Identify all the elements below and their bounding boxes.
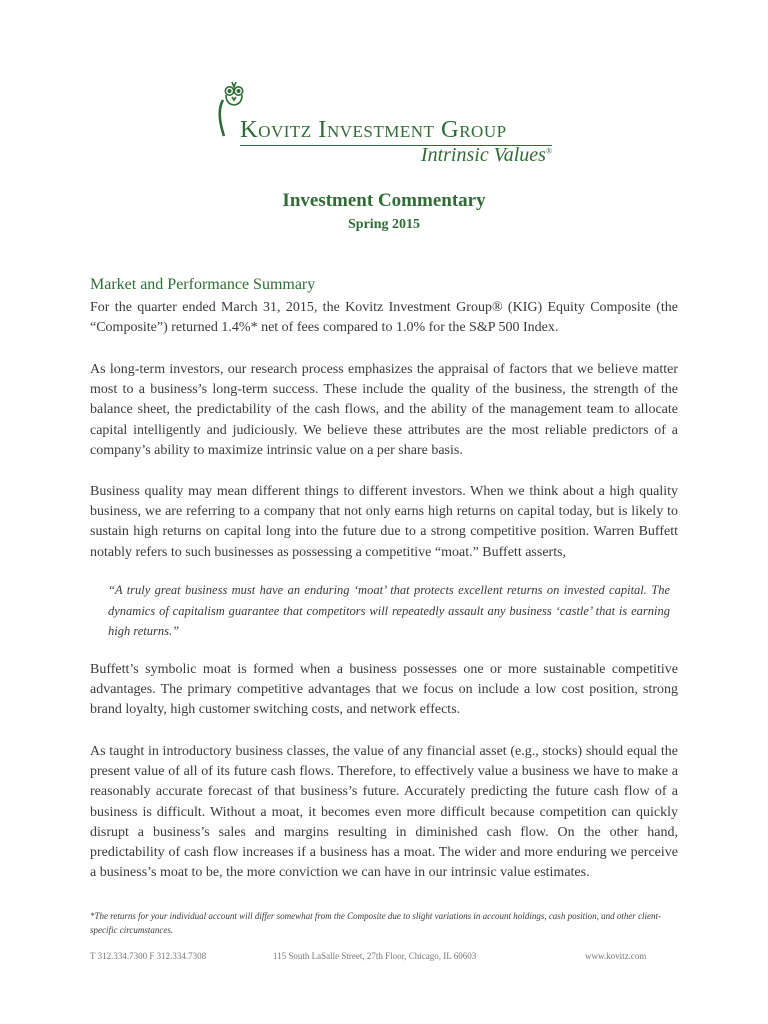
company-logo (214, 78, 554, 170)
footer-address: 115 South LaSalle Street, 27th Floor, Chicago, IL 60603 (273, 951, 477, 961)
tagline-text: Intrinsic Values (420, 144, 546, 166)
footer-phone-fax: T 312.334.7300 F 312.334.7308 (90, 951, 207, 961)
paragraph: Business quality may mean different things to different investors. When we think about a high quality business, we are referring to a company that not only earns high returns on capital today, but is likely to sustain high returns on capital long into the future due to a strong competitive position. Warren Buffett notably refers to such businesses as possessing a competitive “moat.” Buffett asserts, (90, 484, 678, 560)
company-tagline (421, 144, 552, 167)
footer-website-link[interactable]: www.kovitz.com (585, 951, 647, 961)
document-title: Investment Commentary (282, 190, 486, 211)
company-name: Kovitz Investment Group (240, 116, 507, 143)
registered-mark: ® (545, 146, 552, 156)
section-heading: Market and Performance Summary (90, 276, 316, 293)
document-subtitle: Spring 2015 (348, 217, 420, 232)
paragraph: As taught in introductory business classes, the value of any financial asset (e.g., stocks) should equal the present value of all of its future cash flows. Therefore, to effectively value a business we have to make a reasonably accurate forecast of that business’s future. Accurately predicting the future cash flow of a business is difficult. Without a moat, it becomes even more difficult because competition can quickly disrupt a business’s sales and margins resulting in diminished cash flow. On the other hand, predictability of cash flow increases if a business has a moat. The wider and more enduring we perceive a business’s moat to be, the more conviction we can have in our intrinsic value estimates. (90, 744, 678, 881)
footnote: *The returns for your individual account will differ somewhat from the Composite due to slight variations in account holdings, cash position, and other client-specific circumstances. (90, 911, 662, 935)
paragraph: For the quarter ended March 31, 2015, the Kovitz Investment Group® (KIG) Equity Composite (the “Composite”) returned 1.4%* net of fees compared to 1.0% for the S&P 500 Index. (90, 300, 678, 336)
buffett-quote: “A truly great business must have an enduring ‘moat’ that protects excellent returns on invested capital. The dynamics of capitalism guarantee that competitors will repeatedly assault any business ‘castle’ that is earning high returns.” (108, 583, 670, 638)
paragraph: As long-term investors, our research process emphasizes the appraisal of factors that we believe matter most to a business’s long-term success. These include the quality of the business, the strength of the balance sheet, the predictability of the cash flows, and the ability of the management team to allocate capital intelligently and judiciously. We believe these attributes are the most reliable predictors of a company’s ability to maximize intrinsic value on a per share basis. (90, 362, 678, 458)
paragraph: Buffett’s symbolic moat is formed when a business possesses one or more sustainable competitive advantages. The primary competitive advantages that we focus on include a low cost position, strong brand loyalty, high customer switching costs, and network effects. (90, 662, 678, 718)
